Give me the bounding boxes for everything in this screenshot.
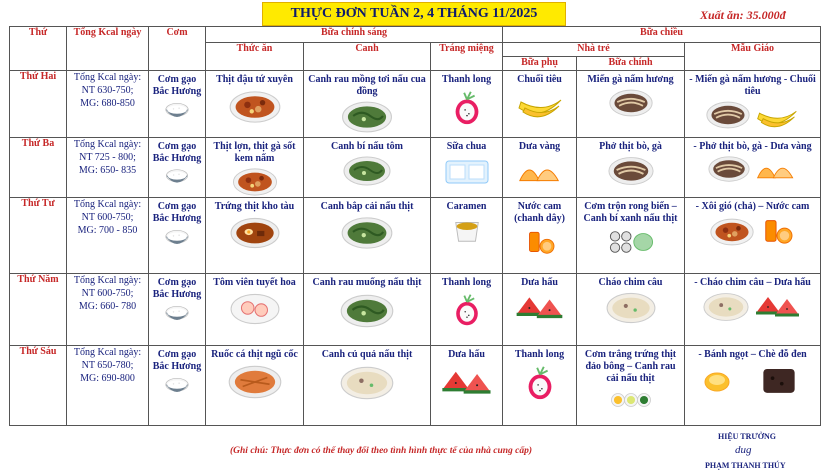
afternoon-meal-header: Bữa chiều (503, 27, 821, 43)
porridge-bowl-icon (702, 291, 750, 323)
kindergarten-cell: - Phở thịt bò, gà - Dưa vàng (685, 138, 821, 198)
day-cell: Thứ Hai (10, 71, 67, 138)
noodle-bowl-icon (705, 100, 751, 130)
dessert-cell: Thanh long (431, 274, 503, 346)
stew-dish-icon (228, 88, 282, 126)
dessert-cell: Sữa chua (431, 138, 503, 198)
soup-bowl-icon (342, 155, 392, 187)
rice-bowl-icon (163, 227, 191, 249)
main-dish-cell: Thịt đậu tứ xuyên (206, 71, 304, 138)
watermelon-icon (753, 291, 803, 323)
day-cell: Thứ Tư (10, 198, 67, 274)
signature: dug (735, 444, 752, 456)
rice-bowl-icon (163, 167, 191, 187)
stew-dish-icon (230, 167, 280, 197)
soup-bowl-icon (339, 363, 395, 403)
soup-cell: Canh củ quả nấu thịt (304, 346, 431, 426)
kindergarten-cell: - Bánh ngọt – Chè đỗ đen (685, 346, 821, 426)
nursery-main-cell: Miến gà nấm hương (577, 71, 685, 138)
table-row (10, 274, 821, 346)
porridge-bowl-icon (605, 291, 657, 325)
rice-bowl-icon (163, 375, 191, 397)
cake-icon (703, 363, 753, 397)
nursery-main-cell: Phở thịt bò, gà (577, 138, 685, 198)
melon-icon (754, 155, 798, 183)
snack-cell: Chuối tiêu (503, 71, 577, 138)
rice-bowl-icon (163, 303, 191, 325)
day-cell: Thứ Năm (10, 274, 67, 346)
dessert-cell: Caramen (431, 198, 503, 274)
rice-cell: Cơm gạo Bắc Hương (149, 274, 206, 346)
shrimp-ball-icon (229, 291, 281, 327)
day-cell: Thứ Ba (10, 138, 67, 198)
main-dish-cell: Thịt lợn, thịt gà sốt kem nấm (206, 138, 304, 198)
rice-cell: Cơm gạo Bắc Hương (149, 71, 206, 138)
nursery-main-cell: Cơm trộn rong biển – Canh bí xanh nấu thịt (577, 198, 685, 274)
col-nursery-main-header: Bữa chính (577, 57, 685, 71)
kindergarten-cell: - Cháo chim câu – Dưa hấu (685, 274, 821, 346)
table-row (10, 346, 821, 426)
seaweed-rice-icon (598, 227, 664, 257)
nursery-header: Nhà trẻ (503, 43, 685, 57)
fish-floss-icon (227, 363, 283, 401)
principal-title: HIỆU TRƯỞNG (718, 432, 777, 441)
soup-bowl-icon (339, 291, 395, 331)
watermelon-icon (439, 363, 495, 403)
kcal-cell: Tổng Kcal ngày: NT 630-750; MG: 680-850 (67, 71, 149, 138)
banana-icon (515, 88, 565, 120)
kcal-cell: Tổng Kcal ngày: NT 600-750; MG: 660- 780 (67, 274, 149, 346)
dessert-cell: Dưa hấu (431, 346, 503, 426)
day-cell: Thứ Sáu (10, 346, 67, 426)
main-dish-cell: Ruốc cá thịt ngũ cốc (206, 346, 304, 426)
rice-cell: Cơm gạo Bắc Hương (149, 198, 206, 274)
nursery-main-cell: Cơm trắng trứng thịt đảo bông – Canh rau cải nấu thịt (577, 346, 685, 426)
col-main-dish-header: Thức ăn (206, 43, 304, 71)
caramel-custard-icon (447, 215, 487, 245)
rice-cell: Cơm gạo Bắc Hương (149, 346, 206, 426)
morning-meal-header: Bữa chính sáng (206, 27, 503, 43)
col-day-header: Thứ (10, 27, 67, 71)
noodle-bowl-icon (707, 155, 751, 183)
snack-cell: Dưa hấu (503, 274, 577, 346)
snack-cell: Thanh long (503, 346, 577, 426)
banana-icon (754, 100, 800, 130)
noodle-bowl-icon (608, 88, 654, 118)
main-dish-cell: Tôm viên tuyết hoa (206, 274, 304, 346)
col-kcal-header: Tổng Kcal ngày (67, 27, 149, 71)
snack-cell: Nước cam (chanh dây) (503, 198, 577, 274)
orange-juice-icon (758, 215, 796, 245)
egg-stew-icon (229, 215, 281, 251)
yogurt-icon (440, 155, 494, 187)
soup-bowl-icon (340, 215, 394, 251)
footnote: (Ghi chú: Thực đơn có thể thay đổi theo tình hình thực tế của nhà cung cấp) (230, 446, 533, 456)
egg-meat-icon (598, 387, 664, 413)
soup-cell: Canh rau muống nấu thịt (304, 274, 431, 346)
sticky-rice-icon (709, 215, 755, 249)
main-dish-cell: Trứng thịt kho tàu (206, 198, 304, 274)
col-dessert-header: Tráng miệng (431, 43, 503, 71)
dragonfruit-icon (448, 88, 486, 128)
snack-cell: Dưa vàng (503, 138, 577, 198)
col-rice-header: Cơm (149, 27, 206, 71)
col-soup-header: Canh (304, 43, 431, 71)
menu-title-banner (262, 2, 566, 26)
soup-cell: Canh bí nấu tôm (304, 138, 431, 198)
rice-cell: Cơm gạo Bắc Hương (149, 138, 206, 198)
col-kindergarten-header: Mẫu Giáo (685, 43, 821, 71)
dessert-cell: Thanh long (431, 71, 503, 138)
sweet-soup-icon (756, 363, 802, 397)
kcal-cell: Tổng Kcal ngày: NT 650-780; MG: 690-800 (67, 346, 149, 426)
soup-cell: Canh rau mồng tơi nấu cua đồng (304, 71, 431, 138)
dragonfruit-icon (449, 291, 485, 329)
watermelon-icon (513, 291, 567, 325)
melon-icon (516, 155, 564, 187)
table-row (10, 138, 821, 198)
col-snack-header: Bữa phụ (503, 57, 577, 71)
weekly-menu-table (9, 26, 821, 426)
dragonfruit-icon (521, 363, 559, 403)
nursery-main-cell: Cháo chim câu (577, 274, 685, 346)
kcal-cell: Tổng Kcal ngày: NT 600-750; MG: 700 - 850 (67, 198, 149, 274)
menu-title: THỰC ĐƠN TUẦN 2, 4 THÁNG 11/2025 (290, 6, 538, 21)
noodle-bowl-icon (607, 155, 655, 187)
soup-bowl-icon (340, 100, 394, 134)
kcal-cell: Tổng Kcal ngày: NT 725 - 800; MG: 650- 835 (67, 138, 149, 198)
rice-bowl-icon (163, 100, 191, 122)
meal-price: Xuất ăn: 35.000đ (700, 8, 786, 22)
soup-cell: Canh bắp cải nấu thịt (304, 198, 431, 274)
principal-name: PHẠM THANH THÚY (705, 461, 786, 470)
orange-juice-icon (521, 227, 559, 255)
kindergarten-cell: - Miến gà nấm hương - Chuối tiêu (685, 71, 821, 138)
kindergarten-cell: - Xôi gió (chả) – Nước cam (685, 198, 821, 274)
table-row (10, 198, 821, 274)
table-row (10, 71, 821, 138)
